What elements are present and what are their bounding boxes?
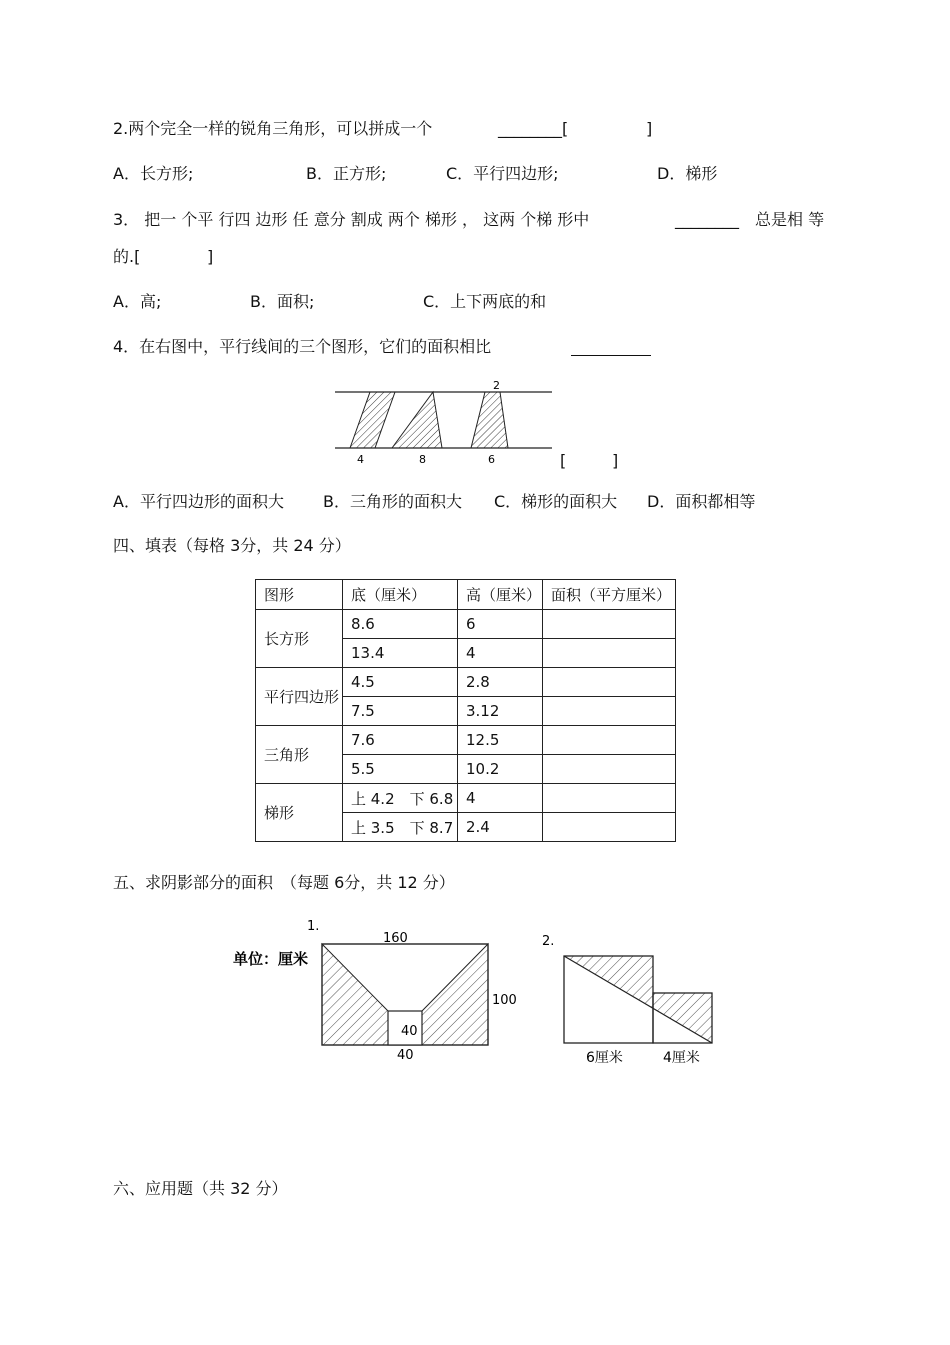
area-cell[interactable] xyxy=(543,697,676,726)
shape-cell: 梯形 xyxy=(256,784,343,842)
fig1-unit: 单位：厘米 xyxy=(233,950,309,968)
fig1-number: 1. xyxy=(307,919,320,934)
question-2-blank: ________[ xyxy=(498,119,569,138)
base-cell: 7.6 xyxy=(343,726,458,755)
parallel-lines-figure xyxy=(330,375,570,470)
q4-option-b: B．三角形的面积大 xyxy=(323,492,462,511)
label-b1: 4 xyxy=(357,453,364,466)
fig1-right-shade xyxy=(422,944,488,1045)
base-cell: 7.5 xyxy=(343,697,458,726)
q2-option-d: D．梯形 xyxy=(657,164,718,183)
height-cell: 3.12 xyxy=(458,697,543,726)
q2-option-a: A．长方形; xyxy=(113,164,194,183)
area-cell[interactable] xyxy=(543,668,676,697)
base-cell: 13.4 xyxy=(343,639,458,668)
section-4-title: 四、填表（每格 3分，共 24 分） xyxy=(113,536,351,555)
height-cell: 2.4 xyxy=(458,813,543,842)
question-3-line2: 的.[ xyxy=(113,247,141,266)
fig1-top-label: 160 xyxy=(383,931,408,946)
height-cell: 4 xyxy=(458,784,543,813)
table-header: 面积（平方厘米） xyxy=(543,580,676,610)
question-3-blank: ________ xyxy=(675,210,739,229)
triangle-shape xyxy=(392,392,442,448)
q3-option-c: C．上下两底的和 xyxy=(423,292,547,311)
shape-cell: 平行四边形 xyxy=(256,668,343,726)
q4-option-c: C．梯形的面积大 xyxy=(494,492,618,511)
question-4-blank xyxy=(571,341,651,356)
table-row xyxy=(256,784,676,813)
height-cell: 10.2 xyxy=(458,755,543,784)
question-2-bracket-close: ] xyxy=(646,119,653,138)
fig2-number: 2. xyxy=(542,934,555,949)
area-cell[interactable] xyxy=(543,610,676,639)
fill-table xyxy=(255,579,676,842)
label-b3: 6 xyxy=(488,453,495,466)
fig1-right-label: 100 xyxy=(492,993,517,1008)
table-row xyxy=(256,610,676,639)
table-row xyxy=(256,668,676,697)
section-6-title: 六、应用题（共 32 分） xyxy=(113,1179,288,1198)
question-3-line1-end: 总是相 等 xyxy=(755,210,825,229)
shaded-area-figure-2 xyxy=(535,925,725,1070)
question-4-bracket-close: ] xyxy=(612,451,619,470)
base-cell: 8.6 xyxy=(343,610,458,639)
q2-option-b: B．正方形; xyxy=(306,164,387,183)
area-cell[interactable] xyxy=(543,813,676,842)
trapezoid-shape xyxy=(471,392,508,448)
fig1-left-shade xyxy=(322,944,388,1045)
fig2-right-label: 4厘米 xyxy=(663,1050,700,1066)
shape-cell: 长方形 xyxy=(256,610,343,668)
section-5-title: 五、求阴影部分的面积 （每题 6分，共 12 分） xyxy=(113,873,455,892)
fig1-bottom-label: 40 xyxy=(397,1048,414,1063)
q2-option-c: C．平行四边形; xyxy=(446,164,559,183)
area-cell[interactable] xyxy=(543,755,676,784)
table-header: 图形 xyxy=(256,580,343,610)
parallelogram-shape xyxy=(350,392,395,448)
table-row xyxy=(256,726,676,755)
fig2-left-label: 6厘米 xyxy=(586,1050,623,1066)
shaded-area-figure-1 xyxy=(225,915,525,1070)
question-2 xyxy=(113,119,432,139)
shape-cell: 三角形 xyxy=(256,726,343,784)
fig1-inner-label: 40 xyxy=(401,1024,418,1039)
area-cell[interactable] xyxy=(543,726,676,755)
base-cell: 上 4.2 下 6.8 xyxy=(343,784,458,813)
height-cell: 4 xyxy=(458,639,543,668)
label-top: 2 xyxy=(493,379,500,392)
height-cell: 2.8 xyxy=(458,668,543,697)
height-cell: 12.5 xyxy=(458,726,543,755)
q3-option-b: B．面积; xyxy=(250,292,315,311)
q4-option-a: A．平行四边形的面积大 xyxy=(113,492,284,511)
area-cell[interactable] xyxy=(543,784,676,813)
label-b2: 8 xyxy=(419,453,426,466)
question-4-bracket: [ xyxy=(560,451,567,470)
base-cell: 5.5 xyxy=(343,755,458,784)
base-cell: 上 3.5 下 8.7 xyxy=(343,813,458,842)
area-cell[interactable] xyxy=(543,639,676,668)
table-header: 底（厘米） xyxy=(343,580,458,610)
question-2-text: 2.两个完全一样的锐角三角形，可以拼成一个 xyxy=(113,119,433,138)
table-header: 高（厘米） xyxy=(458,580,543,610)
q3-option-a: A．高; xyxy=(113,292,162,311)
table-header-row xyxy=(256,580,676,610)
question-4-text: 4．在右图中，平行线间的三个图形，它们的面积相比 xyxy=(113,337,492,356)
question-3-bracket-close: ] xyxy=(207,247,214,266)
height-cell: 6 xyxy=(458,610,543,639)
base-cell: 4.5 xyxy=(343,668,458,697)
question-3-line1: 3． 把一 个平 行四 边形 任 意分 割成 两个 梯形 ， 这两 个梯 形中 xyxy=(113,210,590,229)
q4-option-d: D．面积都相等 xyxy=(647,492,756,511)
